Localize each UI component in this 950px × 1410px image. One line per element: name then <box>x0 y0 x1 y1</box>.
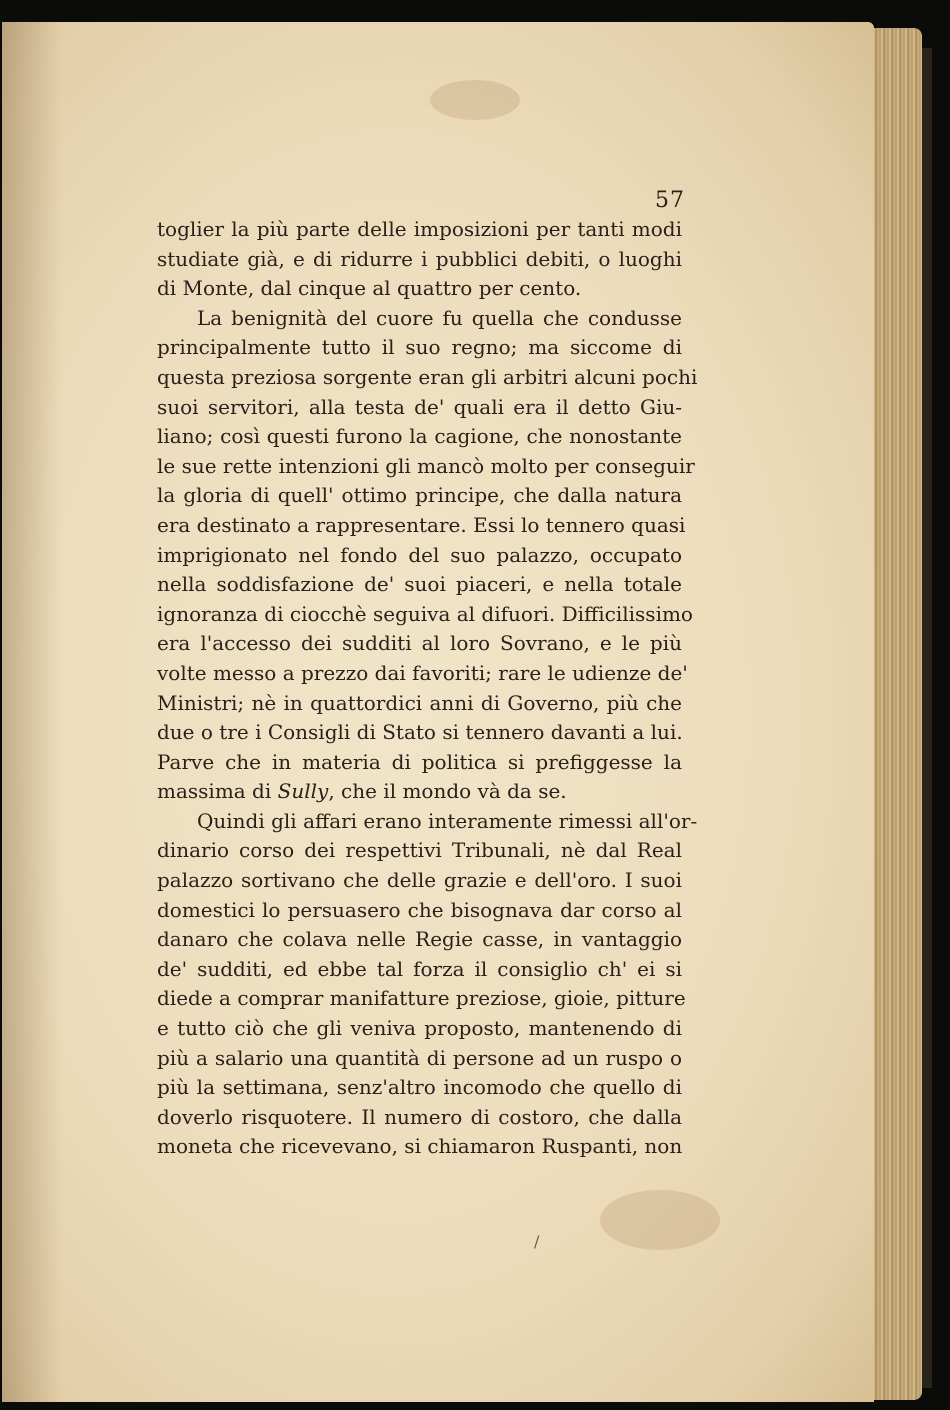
text-line: imprigionato nel fondo del suo palazzo, occupato <box>157 542 682 567</box>
text-line: e tutto ciò che gli veniva proposto, mantenendo di <box>157 1016 682 1041</box>
text-line: principalmente tutto il suo regno; ma siccome di <box>157 335 682 360</box>
text-line: doverlo risquotere. Il numero di costoro, che dalla <box>157 1104 682 1129</box>
text-line: liano; così questi furono la cagione, che nonostante <box>157 424 682 449</box>
paper-stain <box>430 80 520 120</box>
text-line: era l'accesso dei sudditi al loro Sovrano, e le più <box>157 631 682 656</box>
text-line: ignoranza di ciocchè seguiva al difuori. Difficilissimo <box>157 601 693 626</box>
page-gutter-shadow <box>2 22 62 1402</box>
text-line: La benignità del cuore fu quella che condusse <box>197 305 682 330</box>
text-line: più a salario una quantità di persone ad un ruspo o <box>157 1045 682 1070</box>
text-line: questa preziosa sorgente eran gli arbitri alcuni pochi <box>157 364 698 389</box>
italic-name: Sully <box>277 779 329 804</box>
text-line: studiate già, e di ridurre i pubblici debiti, o luoghi <box>157 246 682 271</box>
paper-stain <box>600 1190 720 1250</box>
text-line <box>157 777 682 807</box>
text-line: Parve che in materia di politica si prefiggesse la <box>157 749 682 774</box>
text-line: le sue rette intenzioni gli mancò molto per conseguir <box>157 453 695 478</box>
text-line: la gloria di quell' ottimo principe, che dalla natura <box>157 483 682 508</box>
pencil-mark: / <box>534 1232 540 1251</box>
text-fragment: , che il mondo và da se. <box>328 779 567 804</box>
text-line: nella soddisfazione de' suoi piaceri, e nella totale <box>157 572 682 597</box>
text-line: più la settimana, senz'altro incomodo che quello di <box>157 1075 682 1100</box>
text-line: Quindi gli affari erano interamente rimessi all'or- <box>197 808 698 833</box>
text-line: Ministri; nè in quattordici anni di Governo, più che <box>157 690 682 715</box>
text-line: palazzo sortivano che delle grazie e dell'oro. I suoi <box>157 868 682 893</box>
text-line: di Monte, dal cinque al quattro per cento. <box>157 276 582 301</box>
text-line: danaro che colava nelle Regie casse, in vantaggio <box>157 927 682 952</box>
text-line: due o tre i Consigli di Stato si tennero davanti a lui. <box>157 720 683 745</box>
text-line: de' sudditi, ed ebbe tal forza il consiglio ch' ei si <box>157 956 682 981</box>
text-line: toglier la più parte delle imposizioni per tanti modi <box>157 217 682 241</box>
text-line: suoi servitori, alla testa de' quali era il detto Giu- <box>157 394 682 419</box>
text-line: moneta che ricevevano, si chiamaron Ruspanti, non <box>157 1134 683 1159</box>
text-line: era destinato a rappresentare. Essi lo tennero quasi <box>157 512 686 537</box>
page-number: 57 <box>655 188 685 213</box>
page-edges <box>870 28 922 1400</box>
text-line: domestici lo persuasero che bisognava dar corso al <box>157 897 682 922</box>
text-fragment: massima di <box>157 779 278 804</box>
text-line: volte messo a prezzo dai favoriti; rare le udienze de' <box>157 660 688 685</box>
body-text <box>157 215 698 1162</box>
text-line: diede a comprar manifatture preziose, gioie, pitture <box>157 986 686 1011</box>
text-line: dinario corso dei respettivi Tribunali, nè dal Real <box>157 838 682 863</box>
